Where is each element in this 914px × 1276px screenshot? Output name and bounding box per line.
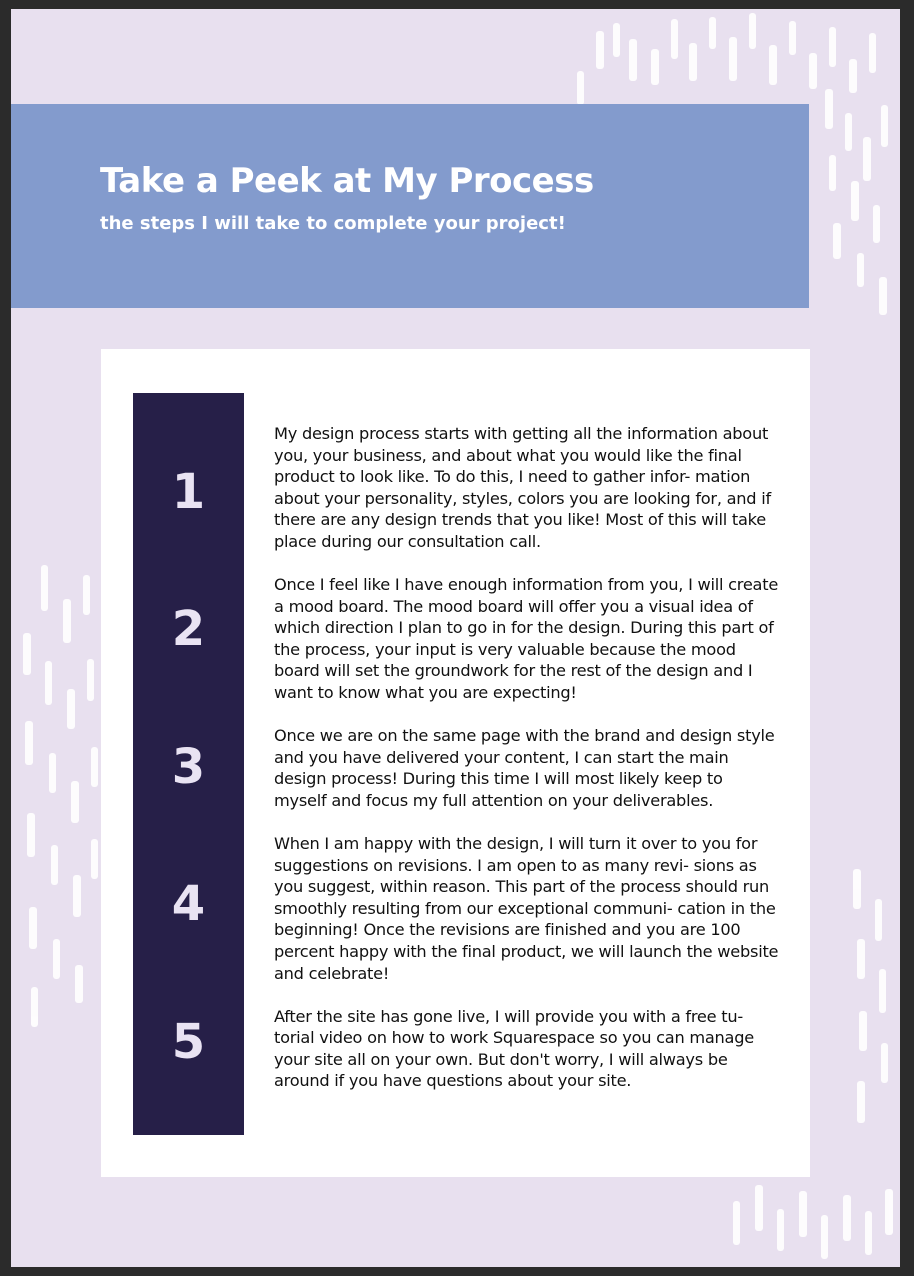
step-descriptions (274, 423, 779, 1114)
process-card (101, 349, 810, 1177)
step-3-text: Once we are on the same page with the brand and design style and you have delivered your content, I can start the main design process! During this time I will most likely keep to myself and focus my full attention on your deliverables. (274, 726, 775, 810)
step-number-5: 5 (171, 1014, 206, 1070)
step-4-text: When I am happy with the design, I will turn it over to you for suggestions on revisions. I am open to as many revi- sions as you suggest, within reason. This part of the process should run smoothly resulting from our exceptional communi- cation in the beginning! Once the revisions are finished and you are 100 percent happy with the final product, we will launch the website and celebrate! (274, 834, 779, 983)
page-subtitle: the steps I will take to complete your project! (100, 213, 566, 234)
step-number-4: 4 (171, 876, 206, 932)
step-number-2: 2 (171, 601, 206, 657)
header-banner (11, 104, 809, 308)
step-number-1: 1 (171, 464, 206, 520)
page-title: Take a Peek at My Process (100, 161, 594, 201)
step-1-text: My design process starts with getting all the information about you, your business, and about what you would like the final product to look like. To do this, I need to gather infor- mation about your personality, styles, colors you are looking for, and if there are any design trends that you like! Most of this will take place during our consultation call. (274, 424, 771, 551)
step-number-3: 3 (171, 739, 206, 795)
step-number-rail (133, 393, 244, 1135)
step-5-text: After the site has gone live, I will provide you with a free tu- torial video on how to work Squarespace so you can manage your site all on your own. But don't worry, I will always be around if you have questions about your site. (274, 1006, 754, 1091)
document-page (11, 9, 900, 1267)
step-2-text: Once I feel like I have enough information from you, I will create a mood board. The mood board will offer you a visual idea of which direction I plan to go in for the design. During this part of the process, your input is very valuable because the mood board will set the groundwork for the rest of the design and I want to know what you are expecting! (274, 575, 779, 703)
